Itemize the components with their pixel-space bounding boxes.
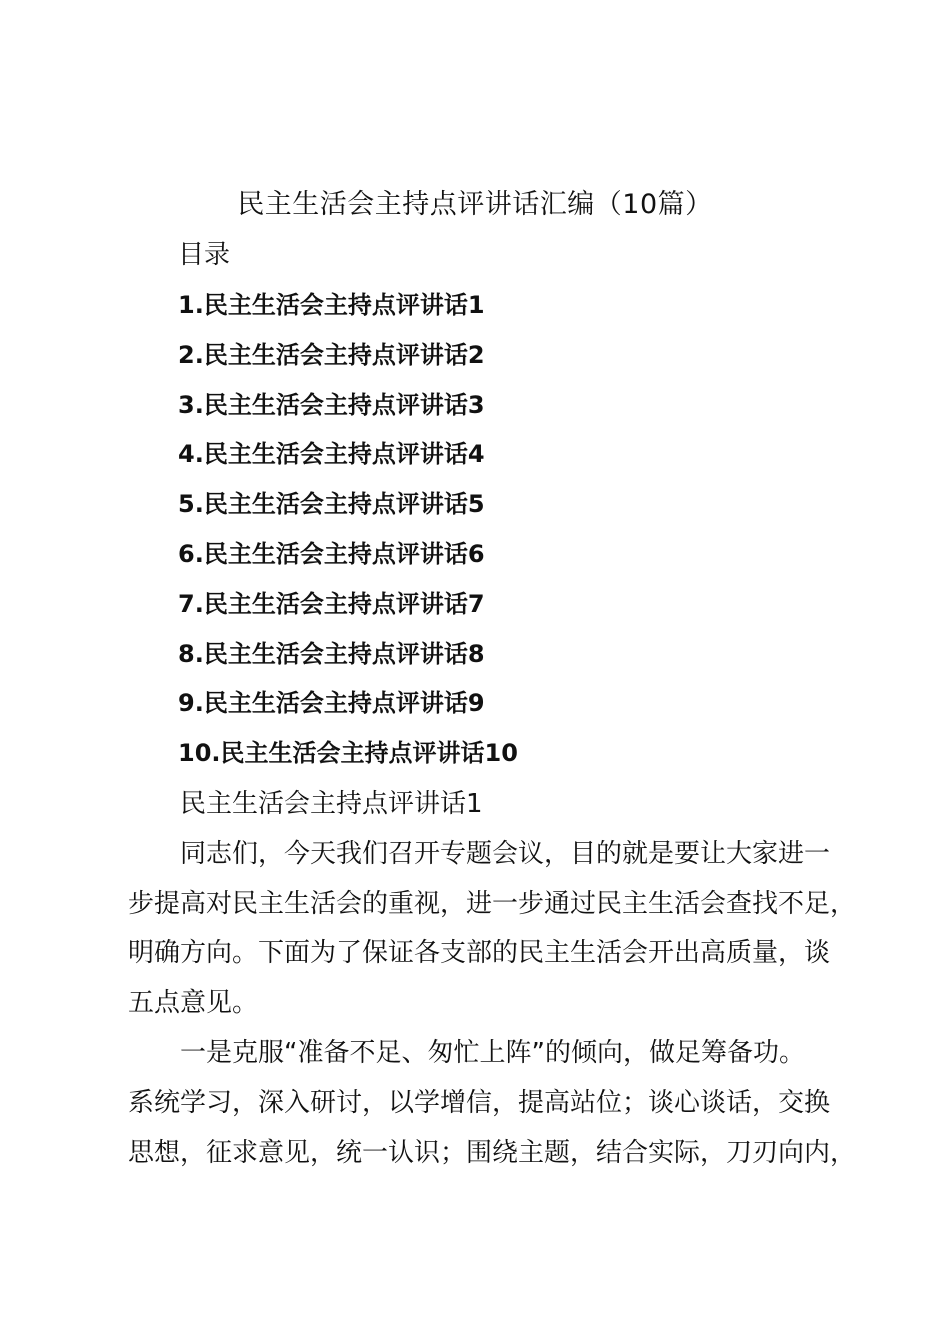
paragraph-line: 明确方向。下面为了保证各支部的民主生活会开出高质量，谈 [128,938,831,969]
toc-item: 9.民主生活会主持点评讲话9 [178,689,485,718]
paragraph-line: 一是克服“准备不足、匆忙上阵”的倾向，做足筹备功。 [180,1037,805,1068]
toc-item: 3.民主生活会主持点评讲话3 [178,390,485,419]
paragraph [128,830,868,1029]
paragraph-line: 思想，征求意见，统一认识；围绕主题，结合实际，刀刃向内， [128,1137,857,1168]
toc-item: 2.民主生活会主持点评讲话2 [178,340,485,369]
toc-item: 10.民主生活会主持点评讲话10 [178,739,518,768]
toc-item: 5.民主生活会主持点评讲话5 [178,490,485,519]
toc-item: 6.民主生活会主持点评讲话6 [178,539,485,568]
paragraph [128,1029,868,1178]
document-title: 民主生活会主持点评讲话汇编（10篇） [237,189,713,220]
section-heading: 民主生活会主持点评讲话1 [180,789,483,819]
paragraph-line: 系统学习，深入研讨，以学增信，提高站位；谈心谈话，交换 [128,1087,831,1118]
paragraph-line: 同志们，今天我们召开专题会议，目的就是要让大家进一 [180,838,831,869]
toc-item: 4.民主生活会主持点评讲话4 [178,440,485,469]
paragraph-line: 五点意见。 [128,988,259,1019]
body-text [128,780,868,1178]
paragraph-line: 步提高对民主生活会的重视，进一步通过民主生活会查找不足， [128,888,857,919]
toc-label: 目录 [178,240,231,270]
toc-item: 7.民主生活会主持点评讲话7 [178,589,485,618]
toc-item: 1.民主生活会主持点评讲话1 [178,291,485,319]
toc-item: 8.民主生活会主持点评讲话8 [178,639,485,668]
table-of-contents [178,283,518,781]
